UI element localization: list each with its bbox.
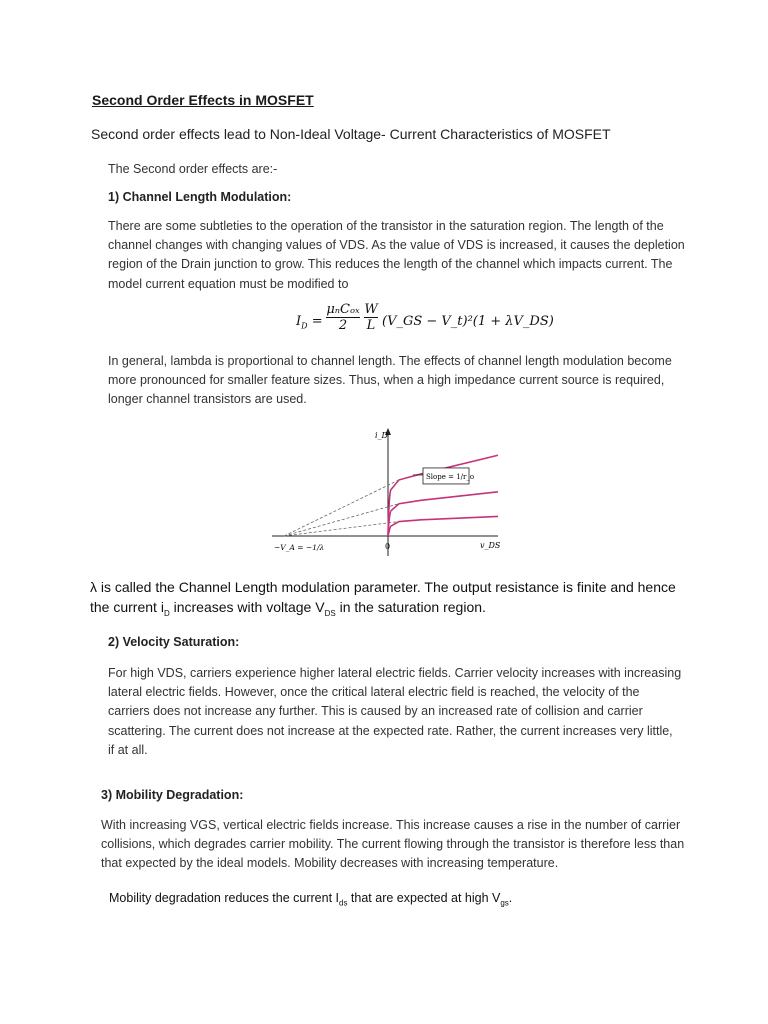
- formula-tail: (V_GS − V_t)²(1 + λV_DS): [382, 314, 554, 329]
- final-sentence: Mobility degradation reduces the current $I_{ds}$ that are expected at high $V_{gs}$.: [109, 891, 513, 908]
- section1-paragraph: [108, 217, 685, 294]
- section2-line: if at all.: [108, 742, 148, 757]
- section1-after-line: more pronounced for smaller feature sizes. Thus, when a high impedance current source is required,: [108, 373, 665, 388]
- series-curve-3: [388, 516, 498, 536]
- series-curve-1: [388, 455, 498, 536]
- series-curve-2: [388, 492, 498, 536]
- lambda-note: λ is called the Channel Length modulation parameter. The output resistance is finite and hence the current $i_D$ increases with voltage $V_{DS}$ in the saturation region.: [90, 579, 676, 618]
- intercept-label: −V_A = −1/λ: [274, 543, 325, 552]
- section3-line: With increasing VGS, vertical electric fields increase. This increase causes a rise in the number of carrier: [101, 818, 681, 832]
- section1-after-paragraph: [108, 352, 672, 410]
- subtitle: Second order effects lead to Non-Ideal Voltage- Current Characteristics of MOSFET: [91, 126, 611, 142]
- section1-line: There are some subtleties to the operation of the transistor in the saturation region. The length of the: [108, 219, 664, 233]
- section2-paragraph: [108, 664, 681, 760]
- slope-annotation: Slope = 1/r_o: [426, 472, 475, 481]
- extrapolation-line-1: [284, 480, 399, 536]
- current-equation: [296, 302, 554, 344]
- formula-fraction-1: μₙCₒₓ 2: [326, 302, 360, 333]
- section2-line: carriers does not increase any further. This is caused by an increased rate of collision and carrier: [108, 704, 643, 719]
- origin-label: 0: [385, 542, 391, 551]
- section3-heading: 3) Mobility Degradation:: [101, 788, 244, 802]
- intro-text: The Second order effects are:-: [108, 162, 278, 176]
- formula-lhs: $I_D$ =: [296, 314, 323, 331]
- section2-line: scattering. The current does not increase at the expected rate. Rather, the current increases very little,: [108, 723, 673, 738]
- section3-line: that expected by the ideal models. Mobility decreases with increasing temperature.: [101, 856, 559, 871]
- page-title: Second Order Effects in MOSFET: [92, 92, 314, 108]
- extrapolation-line-2: [284, 504, 399, 536]
- section1-line: region of the Drain junction to grow. This reduces the length of the channel which impacts current. The: [108, 257, 673, 272]
- section2-line: lateral electric fields. However, once the critical lateral electric field is reached, the velocity of the: [108, 685, 640, 700]
- x-axis-label: v_DS: [480, 541, 501, 550]
- section2-heading: 2) Velocity Saturation:: [108, 635, 240, 649]
- section1-after-line: In general, lambda is proportional to channel length. The effects of channel length modulation become: [108, 354, 672, 368]
- extrapolation-line-3: [284, 522, 399, 536]
- formula-fraction-2: $\frac{W}{L}$: [364, 302, 378, 333]
- section1-heading: 1) Channel Length Modulation:: [108, 190, 292, 204]
- section1-line: channel changes with changing values of VDS. As the value of VDS is increased, it causes the depletion: [108, 238, 685, 253]
- section3-line: collisions, which degrades carrier mobility. The current flowing through the transistor is therefore less than: [101, 837, 685, 852]
- section1-after-line: longer channel transistors are used.: [108, 392, 307, 407]
- section2-line: For high VDS, carriers experience higher lateral electric fields. Carrier velocity increases with increasing: [108, 666, 682, 680]
- section3-paragraph: [101, 816, 684, 874]
- y-axis-label: i_D: [375, 431, 388, 440]
- clm-chart: [262, 426, 502, 566]
- section1-line: model current equation must be modified to: [108, 276, 349, 291]
